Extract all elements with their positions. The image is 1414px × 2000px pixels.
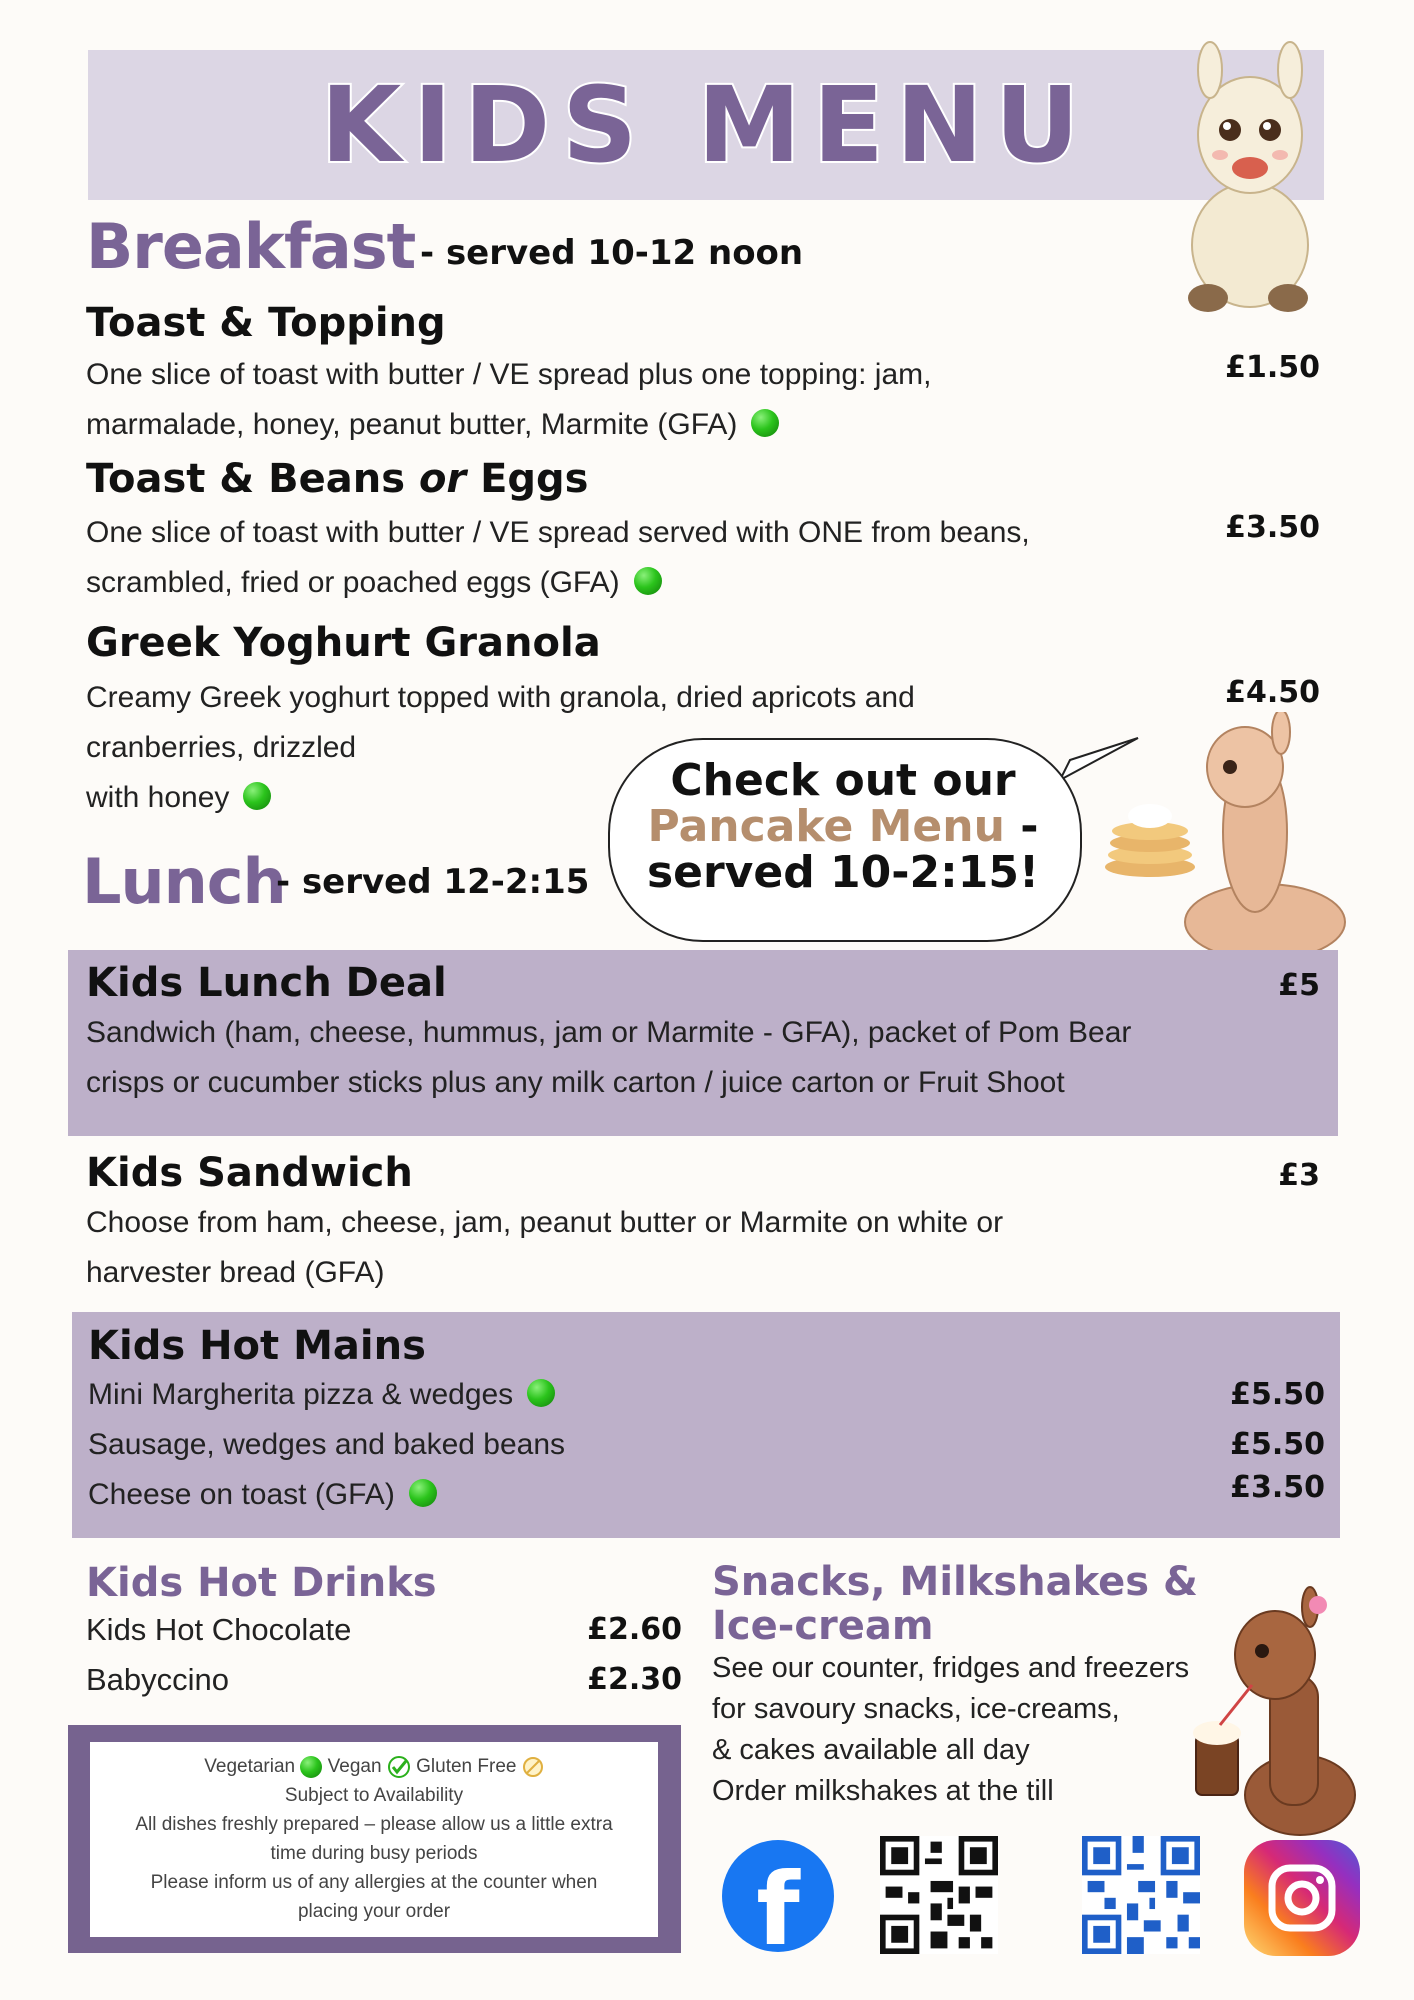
item-title-part: Toast & Beans	[86, 456, 419, 502]
facebook-glyph: f	[756, 1851, 800, 1952]
gluten-free-icon	[522, 1756, 544, 1778]
drink-price: £2.30	[587, 1662, 682, 1697]
item-title: Kids Lunch Deal	[86, 960, 447, 1006]
list-item-label: Mini Margherita pizza & wedges	[88, 1378, 514, 1411]
item-title: Toast & Topping	[86, 300, 446, 346]
snacks-info	[712, 1648, 1189, 1812]
item-title: Kids Hot Mains	[88, 1323, 426, 1369]
drink-label: Babyccino	[86, 1662, 230, 1697]
vegan-check-icon	[387, 1755, 411, 1779]
item-description-line: harvester bread (GFA)	[86, 1256, 385, 1289]
dietary-legend	[90, 1742, 658, 1937]
legend-line: time during busy periods	[270, 1843, 478, 1864]
item-price: £5.50	[1230, 1377, 1325, 1412]
lunch-served-note: - served 12-2:15	[276, 862, 590, 902]
item-title-part: Eggs	[466, 456, 589, 502]
item-description-line: Creamy Greek yoghurt topped with granola, dried apricots and	[86, 681, 915, 714]
lunch-heading: Lunch	[82, 845, 286, 918]
callout-line	[608, 801, 1078, 852]
item-title-italic: or	[418, 456, 467, 502]
legend-line: placing your order	[297, 1901, 451, 1922]
hot-drinks-heading: Kids Hot Drinks	[86, 1560, 437, 1606]
list-item	[88, 1470, 565, 1520]
list-item-label: Cheese on toast (GFA)	[88, 1478, 395, 1511]
item-price: £3	[1278, 1158, 1320, 1193]
milkshake-alpaca-illustration	[1190, 1585, 1360, 1840]
item-price: £3.50	[1225, 510, 1320, 545]
item-price: £4.50	[1225, 675, 1320, 710]
breakfast-served-note: - served 10-12 noon	[420, 233, 804, 273]
item-description-line: One slice of toast with butter / VE spread plus one topping: jam,	[86, 358, 932, 391]
item-title	[86, 456, 588, 502]
item-description-line: Choose from ham, cheese, jam, peanut butter or Marmite on white or	[86, 1206, 1004, 1239]
pancake-menu-highlight: Pancake Menu	[647, 801, 1005, 852]
drink-label: Kids Hot Chocolate	[86, 1612, 352, 1647]
item-price: £3.50	[1230, 1470, 1325, 1505]
pancake-alpaca-illustration	[1105, 712, 1355, 962]
vegetarian-dot-icon	[751, 409, 779, 437]
list-item	[88, 1420, 565, 1470]
list-item-label: Sausage, wedges and baked beans	[88, 1428, 566, 1461]
legend-line: Please inform us of any allergies at the counter when	[150, 1872, 598, 1893]
item-description-text: with honey	[86, 781, 230, 814]
vegetarian-dot-icon	[243, 782, 271, 810]
facebook-icon[interactable]	[722, 1840, 834, 1952]
qr-code[interactable]	[880, 1836, 998, 1954]
snacks-heading-line: Ice-cream	[712, 1603, 934, 1649]
legend-key-row	[90, 1742, 658, 1781]
item-description-text: marmalade, honey, peanut butter, Marmite (GFA)	[86, 408, 738, 441]
instagram-camera-icon	[1244, 1840, 1360, 1956]
item-description	[86, 1008, 1131, 1108]
legend-gluten-free-label: Gluten Free	[416, 1756, 517, 1777]
vegetarian-dot-icon	[634, 567, 662, 595]
page-title: KIDS MENU	[320, 64, 1092, 186]
alpaca-illustration	[1180, 30, 1320, 320]
item-description-line: cranberries, drizzled	[86, 731, 357, 764]
breakfast-heading: Breakfast	[86, 210, 416, 283]
snacks-info-line: & cakes available all day	[712, 1734, 1030, 1766]
item-description-line: One slice of toast with butter / VE spread served with ONE from beans,	[86, 516, 1030, 549]
vegetarian-dot-icon	[409, 1479, 437, 1507]
item-description-line: Sandwich (ham, cheese, hummus, jam or Marmite - GFA), packet of Pom Bear	[86, 1016, 1132, 1049]
item-title: Greek Yoghurt Granola	[86, 620, 601, 666]
legend-line: All dishes freshly prepared – please allow us a little extra	[135, 1814, 613, 1835]
item-description	[86, 1198, 1003, 1298]
snacks-info-line: for savoury snacks, ice-creams,	[712, 1693, 1120, 1725]
vegetarian-dot-icon	[527, 1379, 555, 1407]
qr-code[interactable]	[1082, 1836, 1200, 1954]
item-description-line: crisps or cucumber sticks plus any milk carton / juice carton or Fruit Shoot	[86, 1066, 1065, 1099]
item-description	[86, 350, 931, 450]
callout-line: Check out our	[670, 755, 1016, 806]
drink-price: £2.60	[587, 1612, 682, 1647]
callout-text: -	[1004, 801, 1039, 852]
legend-line: Subject to Availability	[284, 1785, 464, 1806]
pancake-callout-text	[608, 755, 1078, 898]
item-description	[86, 508, 1030, 608]
instagram-icon[interactable]	[1244, 1840, 1360, 1956]
callout-line: served 10-2:15!	[646, 847, 1040, 898]
item-description-text: scrambled, fried or poached eggs (GFA)	[86, 566, 620, 599]
snacks-heading	[712, 1560, 1198, 1648]
legend-vegan-label: Vegan	[327, 1756, 382, 1777]
item-price: £1.50	[1225, 350, 1320, 385]
snacks-info-line: See our counter, fridges and freezers	[712, 1652, 1190, 1684]
vegetarian-dot-icon	[300, 1756, 322, 1778]
item-description-line	[86, 400, 931, 450]
hot-mains-list	[88, 1370, 565, 1520]
item-description-line	[86, 558, 1030, 608]
snacks-info-line: Order milkshakes at the till	[712, 1775, 1054, 1807]
list-item	[88, 1370, 565, 1420]
snacks-heading-line: Snacks, Milkshakes &	[712, 1559, 1198, 1605]
item-price: £5.50	[1230, 1427, 1325, 1462]
item-price: £5	[1278, 968, 1320, 1003]
item-title: Kids Sandwich	[86, 1150, 413, 1196]
legend-vegetarian-label: Vegetarian	[204, 1756, 296, 1777]
